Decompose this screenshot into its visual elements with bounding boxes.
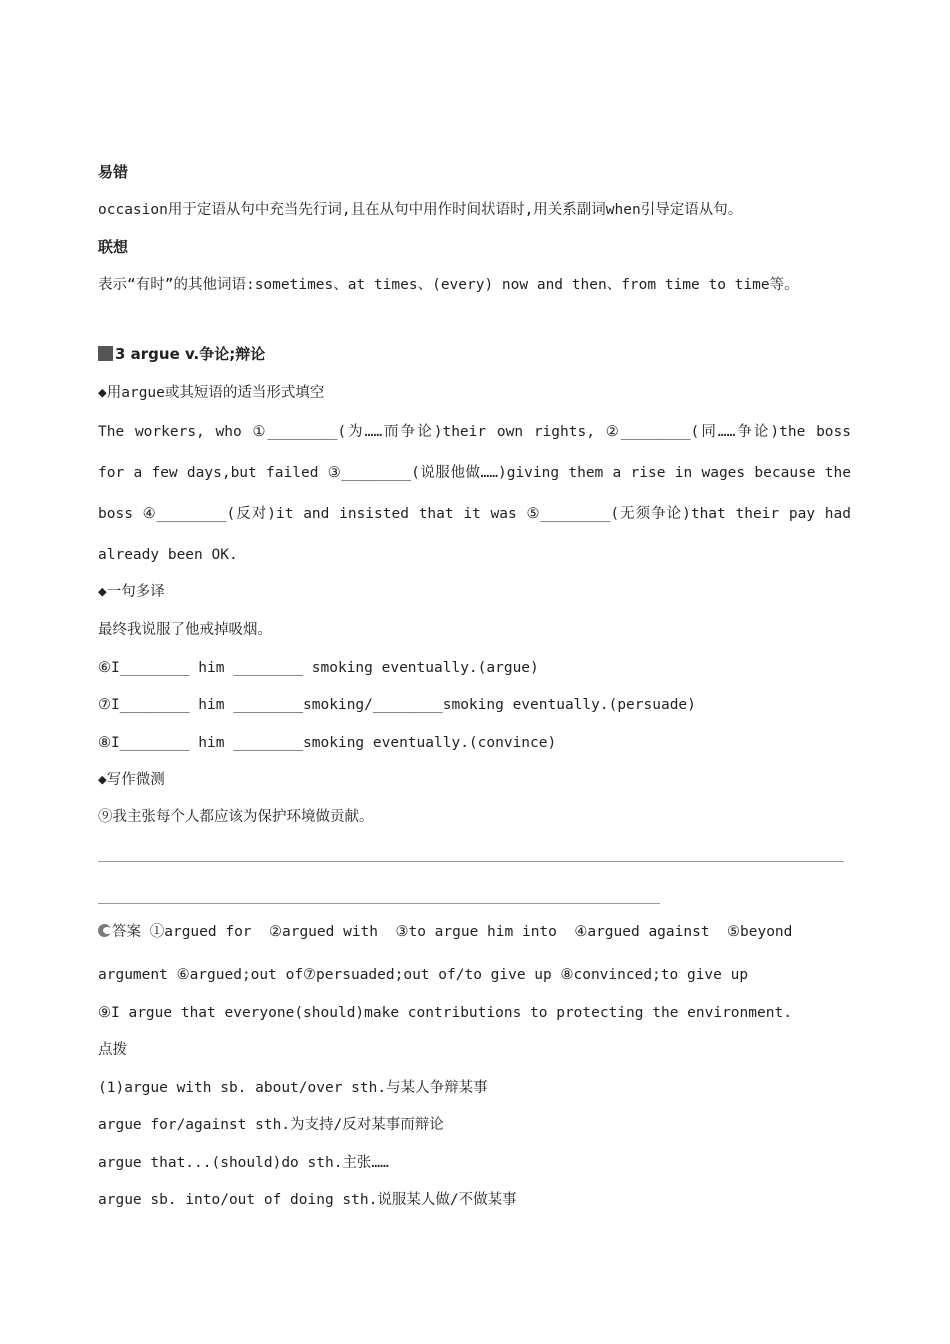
passage-line: for a few days,but failed ③________(说服他做……)giving them a rise in wages because the [98,465,851,481]
error-heading: 易错 [98,163,129,181]
fill-blank-heading: ◆用argue或其短语的适当形式填空 [98,385,325,401]
answer-icon [98,924,111,937]
tip-item: (1)argue with sb. about/over sth.与某人争辩某事 [98,1080,488,1096]
writing-prompt: ⑨我主张每个人都应该为保护环境做贡献。 [98,809,374,825]
error-text: occasion用于定语从句中充当先行词,且在从句中用作时间状语时,用关系副词when引导定语从句。 [98,202,743,218]
answer-line [98,924,851,940]
tip-item: argue sb. into/out of doing sth.说服某人做/不做某事 [98,1192,517,1208]
answer-label: 答案 [112,924,141,940]
answer-line: argument ⑥argued;out of⑦persuaded;out of/to give up ⑧convinced;to give up [98,967,749,983]
multi-translation-prompt: 最终我说服了他戒掉吸烟。 [98,622,272,638]
translation-item: ⑧I________ him ________smoking eventually.(convince) [98,735,557,751]
translation-item: ⑥I________ him ________ smoking eventually.(argue) [98,660,539,676]
section-title-text: 3 argue v.争论;辩论 [115,345,266,363]
answer-text: ①argued for ②argued with ③to argue him into ④argued against ⑤beyond [149,924,793,940]
translation-item: ⑦I________ him ________smoking/________smoking eventually.(persuade) [98,697,696,713]
passage-line: boss ④________(反对)it and insisted that it was ⑤________(无须争论)that their pay had [98,506,851,522]
answer-rule-2 [98,903,660,904]
writing-heading: ◆写作微测 [98,772,165,788]
tip-item: argue for/against sth.为支持/反对某事而辩论 [98,1117,444,1133]
association-heading: 联想 [98,238,129,256]
passage-line: already been OK. [98,547,238,563]
section-title [98,346,265,362]
association-text: 表示“有时”的其他词语:sometimes、at times、(every) now and then、from time to time等。 [98,277,799,293]
multi-translation-heading: ◆一句多译 [98,584,165,600]
tip-item: argue that...(should)do sth.主张…… [98,1155,389,1171]
tips-heading: 点拨 [98,1042,127,1058]
answer-rule-1 [98,861,844,862]
answer-line: ⑨I argue that everyone(should)make contributions to protecting the environment. [98,1005,792,1021]
square-bullet-icon [98,346,113,361]
passage-line: The workers, who ①________(为……而争论)their own rights, ②________(同……争论)the boss [98,424,851,440]
